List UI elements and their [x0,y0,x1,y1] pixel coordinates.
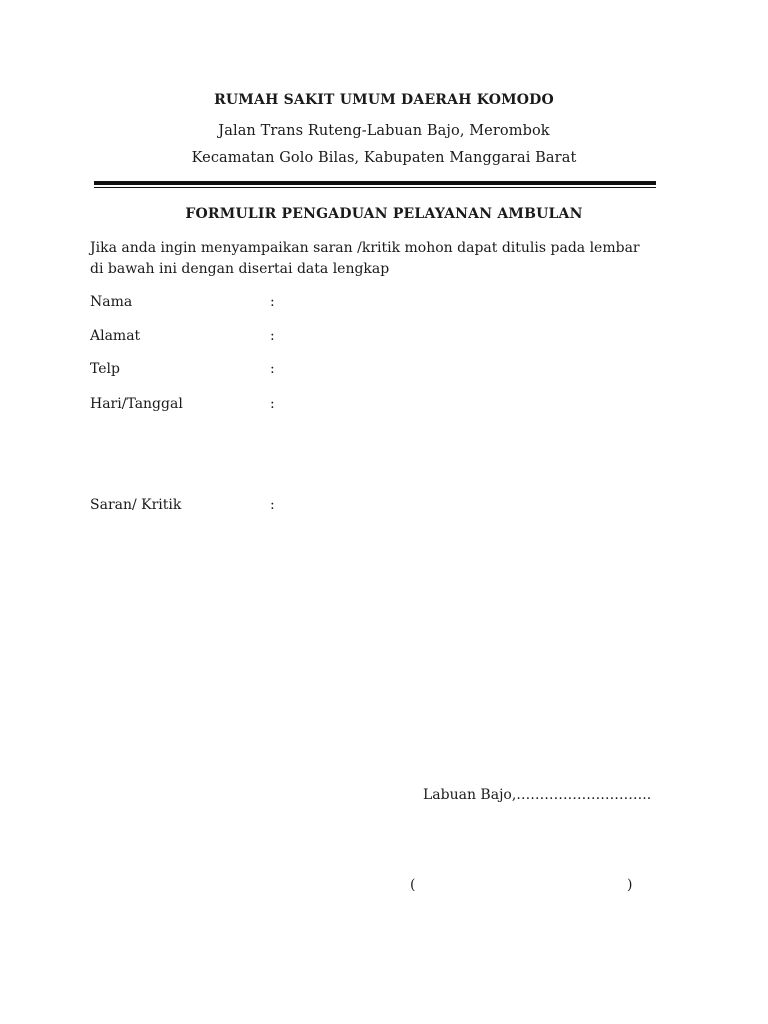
signature-open-paren: ( [410,877,416,893]
address-line-2: Kecamatan Golo Bilas, Kabupaten Manggarai Barat [191,150,577,166]
field-separator-nama: : [270,294,275,310]
field-label-hari-tanggal: Hari/Tanggal [90,396,183,412]
header-rule-thick [94,181,656,185]
intro-line-2: di bawah ini dengan disertai data lengkap [90,261,390,277]
address-line-1: Jalan Trans Ruteng-Labuan Bajo, Merombok [218,123,550,139]
field-separator-saran-kritik: : [270,497,275,513]
signature-close-paren: ) [627,877,633,893]
form-title: FORMULIR PENGADUAN PELAYANAN AMBULAN [185,206,583,222]
field-label-alamat: Alamat [90,328,141,344]
field-label-telp: Telp [90,361,120,377]
field-separator-hari-tanggal: : [270,396,275,412]
hospital-name: RUMAH SAKIT UMUM DAERAH KOMODO [214,92,554,108]
field-separator-telp: : [270,361,275,377]
field-separator-alamat: : [270,328,275,344]
field-label-nama: Nama [90,294,133,310]
form-intro [90,238,690,280]
header-rule-thin [94,187,656,188]
field-label-saran-kritik: Saran/ Kritik [90,497,182,513]
place-date-line: Labuan Bajo,……………………….. [423,787,652,803]
intro-line-1: Jika anda ingin menyampaikan saran /kritik mohon dapat ditulis pada lembar [90,240,640,256]
